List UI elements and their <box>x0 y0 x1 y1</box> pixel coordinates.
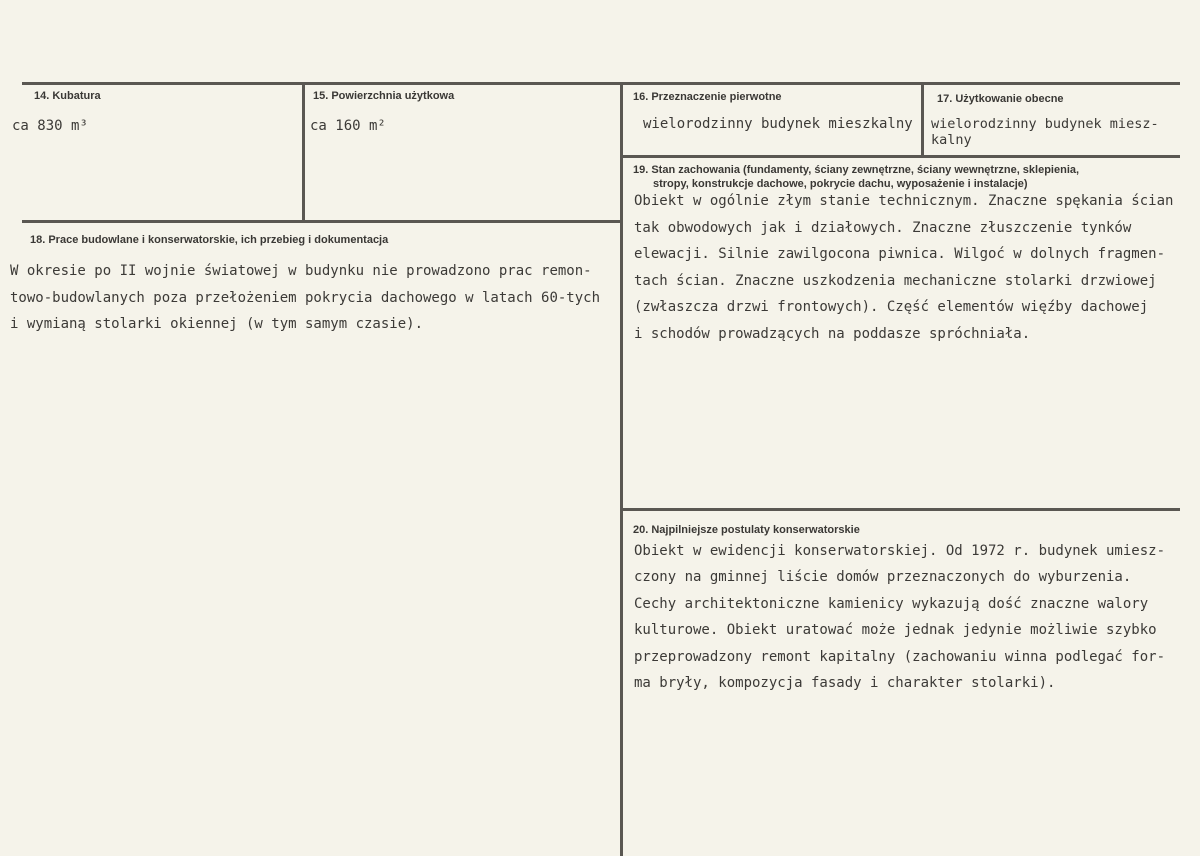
field-16-value: wielorodzinny budynek mieszkalny <box>643 116 913 132</box>
field-14-label: 14. Kubatura <box>34 90 101 102</box>
column-divider-center <box>620 82 623 856</box>
field-20-line: kulturowe. Obiekt uratować może jednak jedynie możliwie szybko <box>634 622 1157 639</box>
field-19-line: tak obwodowych jak i działowych. Znaczne złuszczenie tynków <box>634 219 1132 236</box>
field-19-line: (zwłaszcza drzwi frontowych). Część elementów więźby dachowej <box>634 299 1149 316</box>
field-20-line: przeprowadzony remont kapitalny (zachowaniu winna podlegać for- <box>634 648 1166 665</box>
field-19-label-line: 19. Stan zachowania (fundamenty, ściany zewnętrzne, ściany wewnętrzne, sklepienia, <box>633 164 1080 176</box>
field-15-value: ca 160 m² <box>310 118 386 134</box>
field-18-line: towo-budowlanych poza przełożeniem pokrycia dachowego w latach 60-tych <box>10 289 601 306</box>
field-16-label: 16. Przeznaczenie pierwotne <box>633 91 782 103</box>
field-19-label <box>633 163 1183 191</box>
field-19-line: Obiekt w ogólnie złym stanie technicznym. Znaczne spękania ścian <box>634 193 1174 209</box>
field-18-text <box>10 258 600 338</box>
field-20-line: ma bryły, kompozycja fasady i charakter stolarki). <box>634 674 1056 691</box>
field-20-line: Obiekt w ewidencji konserwatorskiej. Od 1972 r. budynek umiesz- <box>634 543 1166 559</box>
field-19-line: elewacji. Silnie zawilgocona piwnica. Wilgoć w dolnych fragmen- <box>634 246 1166 263</box>
field-19-line: tach ścian. Znaczne uszkodzenia mechaniczne stolarki drzwiowej <box>634 272 1157 289</box>
column-divider-14-15 <box>302 82 305 222</box>
field-18-label: 18. Prace budowlane i konserwatorskie, ich przebieg i dokumentacja <box>30 234 389 246</box>
column-divider-16-17 <box>921 82 924 156</box>
field-19-text <box>634 188 1173 348</box>
field-14-value: ca 830 m³ <box>12 118 88 134</box>
field-15-label: 15. Powierzchnia użytkowa <box>313 90 455 102</box>
field-18-line: W okresie po II wojnie światowej w budynku nie prowadzono prac remon- <box>10 263 592 279</box>
field-18-line: i wymianą stolarki okiennej (w tym samym czasie). <box>10 316 424 333</box>
row-divider-left <box>22 220 620 223</box>
field-17-value <box>931 116 1176 148</box>
field-20-label: 20. Najpilniejsze postulaty konserwatorskie <box>633 524 860 536</box>
field-20-text <box>634 538 1165 696</box>
field-17-value-line: kalny <box>931 132 972 148</box>
field-17-value-line: wielorodzinny budynek miesz- <box>931 116 1159 132</box>
field-19-label-line: stropy, konstrukcje dachowe, pokrycie dachu, wyposażenie i instalacje) <box>653 178 1028 190</box>
field-20-line: Cechy architektoniczne kamienicy wykazują dość znaczne walory <box>634 595 1149 612</box>
field-17-label: 17. Użytkowanie obecne <box>937 93 1064 105</box>
field-19-line: i schodów prowadzących na poddasze spróchniała. <box>634 325 1031 342</box>
field-20-line: czony na gminnej liście domów przeznaczonych do wyburzenia. <box>634 569 1132 586</box>
row-divider-right-mid <box>620 508 1180 511</box>
top-rule <box>22 82 1180 85</box>
row-divider-right-top <box>620 155 1180 158</box>
